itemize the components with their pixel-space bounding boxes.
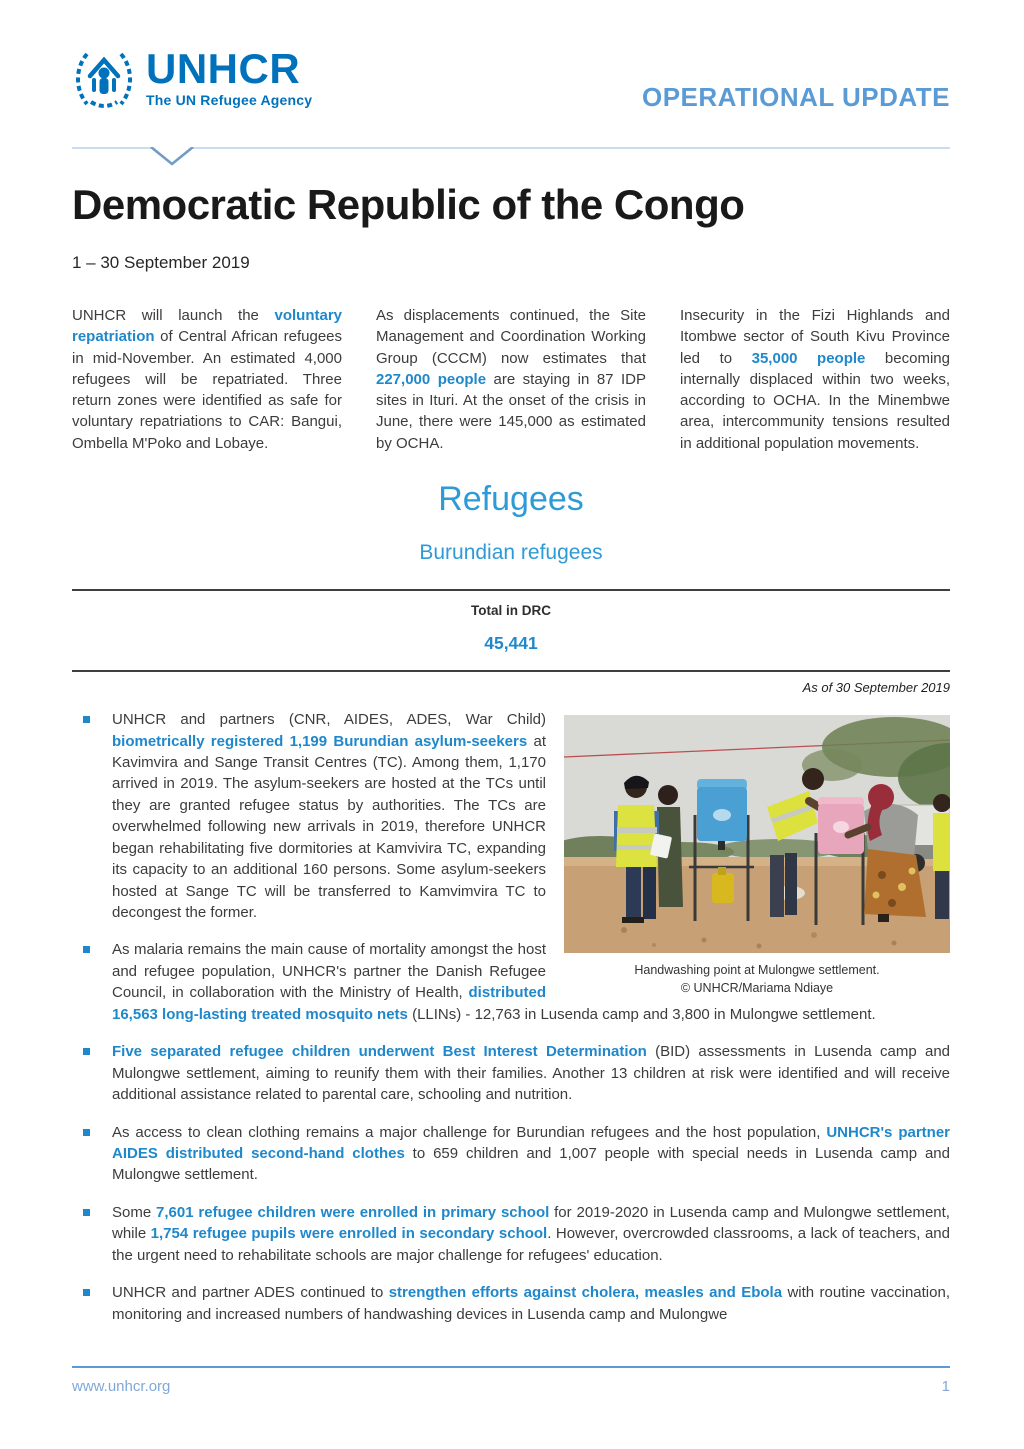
- page-footer: [72, 1366, 950, 1395]
- bullet-square-icon: [83, 1289, 90, 1296]
- doc-type-label: OPERATIONAL UPDATE: [641, 82, 950, 112]
- header: [72, 0, 950, 117]
- text-run: As access to clean clothing remains a major challenge for Burundian refugees and the host population,: [112, 1123, 827, 1141]
- intro-column-2: [376, 305, 646, 454]
- text-run: UNHCR and partner ADES continued to: [112, 1284, 389, 1302]
- intro-column-1: [72, 305, 342, 454]
- text-run: . However, overcrowded classrooms, a lack of teachers, and the urgent need to rehabilitate schools are major challenge for refugees' education.: [112, 1225, 950, 1264]
- header-divider: [72, 147, 950, 167]
- logo-text: [146, 46, 312, 108]
- text-run: (LLINs) - 12,763 in Lusenda camp and 3,800 in Mulongwe settlement.: [407, 1005, 876, 1023]
- bullet-item-registration: [72, 709, 950, 923]
- bullet-square-icon: [83, 1209, 90, 1216]
- text-run: becoming internally displaced within two weeks, according to OCHA. In the Minembwe area, intercommunity tensions resulted in additional population movements.: [680, 349, 950, 452]
- bullet-item-education: [72, 1202, 950, 1266]
- bullet-square-icon: [83, 1048, 90, 1055]
- bullet-item-clothing: [72, 1122, 950, 1186]
- logo-acronym: UNHCR: [146, 45, 301, 92]
- inline-link[interactable]: biometrically registered 1,199 Burundian asylum-seekers: [112, 732, 528, 750]
- unhcr-logo: [72, 46, 312, 117]
- text-run: of Central African refugees in mid-November. An estimated 4,000 refugees will be repatriated. Three return zones were identified as safe for voluntary repatriations to CAR: Bangui, Ombella M'Poko and Lobaye.: [72, 328, 342, 452]
- page-number: 1: [941, 1378, 950, 1395]
- total-table: [72, 589, 950, 672]
- bullet-text: [112, 941, 876, 1022]
- bullet-item-health: [72, 1282, 950, 1325]
- inline-link[interactable]: voluntary repatriation: [72, 307, 342, 346]
- subsection-heading-burundian: Burundian refugees: [419, 541, 603, 565]
- intro-column-3: [680, 305, 950, 454]
- inline-link[interactable]: strengthen efforts against cholera, measles and Ebola: [388, 1284, 783, 1302]
- inline-link[interactable]: distributed 16,563 long-lasting treated mosquito nets: [112, 984, 546, 1023]
- inline-link[interactable]: 35,000 people: [751, 349, 866, 367]
- inline-link[interactable]: 7,601 refugee children were enrolled in primary school: [156, 1203, 550, 1221]
- section-heading-refugees: Refugees: [438, 480, 584, 519]
- text-run: (BID) assessments in Lusenda camp and Mulongwe settlement, aiming to reunify them with their families. Another 13 children at risk were identified and will receive additional assistance related to parental care, schooling and nutrition.: [112, 1043, 951, 1104]
- bullet-text: [112, 711, 546, 921]
- bullet-list: [72, 709, 950, 1325]
- text-run: UNHCR will launch the: [72, 307, 275, 324]
- bullet-item-malaria: [72, 939, 950, 1025]
- intro-columns: [72, 305, 950, 454]
- bullet-text: [112, 1284, 950, 1322]
- inline-link[interactable]: UNHCR's partner AIDES distributed second-hand clothes: [112, 1123, 951, 1162]
- logo-tagline: The UN Refugee Agency: [146, 92, 313, 108]
- unhcr-emblem-icon: [72, 46, 136, 117]
- as-of-note: As of 30 September 2019: [802, 680, 950, 696]
- text-run: UNHCR and partners (CNR, AIDES, ADES, War Child): [112, 711, 546, 729]
- text-run: are staying in 87 IDP sites in Ituri. At the onset of the crisis in June, there were 145,000 as estimated by OCHA.: [376, 370, 646, 452]
- text-run: with routine vaccination, monitoring and increased numbers of handwashing devices in Lusenda camp and Mulongwe: [112, 1284, 950, 1323]
- bullet-text: [112, 1124, 950, 1184]
- text-run: Some: [112, 1203, 157, 1221]
- bullet-item-bid: [72, 1041, 950, 1105]
- bullet-square-icon: [83, 1129, 90, 1136]
- photo-caption-line1: Handwashing point at Mulongwe settlement.: [634, 963, 880, 978]
- inline-link[interactable]: 227,000 people: [376, 370, 487, 388]
- refugees-section-body: [72, 709, 950, 1325]
- text-run: for 2019-2020 in Lusenda camp and Mulongwe settlement, while: [112, 1203, 950, 1243]
- total-value: 45,441: [484, 633, 538, 654]
- bullet-text: [112, 1043, 950, 1103]
- bullet-text: [112, 1204, 950, 1264]
- text-run: Insecurity in the Fizi Highlands and Itombwe sector of South Kivu Province led to: [680, 307, 950, 367]
- inline-link[interactable]: 1,754 refugee pupils were enrolled in secondary school: [150, 1225, 548, 1243]
- bullet-square-icon: [83, 716, 90, 723]
- footer-url-link[interactable]: www.unhcr.org: [72, 1378, 171, 1395]
- total-label: Total in DRC: [471, 603, 551, 619]
- text-run: at Kavimvira and Sange Transit Centres (TC). Among them, 1,170 arrived in 2019. The asylum-seekers are hosted at the TCs until they are granted refugee status by authorities. The TCs are overwhelmed following new arrivals in 2019, therefore UNHCR began rehabilitating five dormitories at Kamvivira TC, expanding its capacity to an additional 160 persons. Some asylum-seekers hosted at Sange TC will be transferred to Kamvimvira TC to decongest the former.: [112, 732, 546, 922]
- date-range: 1 – 30 September 2019: [72, 253, 250, 272]
- text-run: As malaria remains the main cause of mortality amongst the host and refugee population, UNHCR's partner the Danish Refugee Council, in collaboration with the Ministry of Health,: [112, 941, 546, 1002]
- bullet-square-icon: [83, 946, 90, 953]
- inline-link[interactable]: Five separated refugee children underwent Best Interest Determination: [112, 1043, 647, 1061]
- chevron-down-icon: [150, 147, 194, 172]
- photo-caption-line2: © UNHCR/Mariama Ndiaye: [680, 980, 834, 995]
- text-run: As displacements continued, the Site Management and Coordination Working Group (CCCM) now estimates that: [376, 307, 646, 367]
- page-title: Democratic Republic of the Congo: [72, 181, 745, 228]
- text-run: to 659 children and 1,007 people with special needs in Lusenda camp and Mulongwe settlement.: [112, 1144, 950, 1184]
